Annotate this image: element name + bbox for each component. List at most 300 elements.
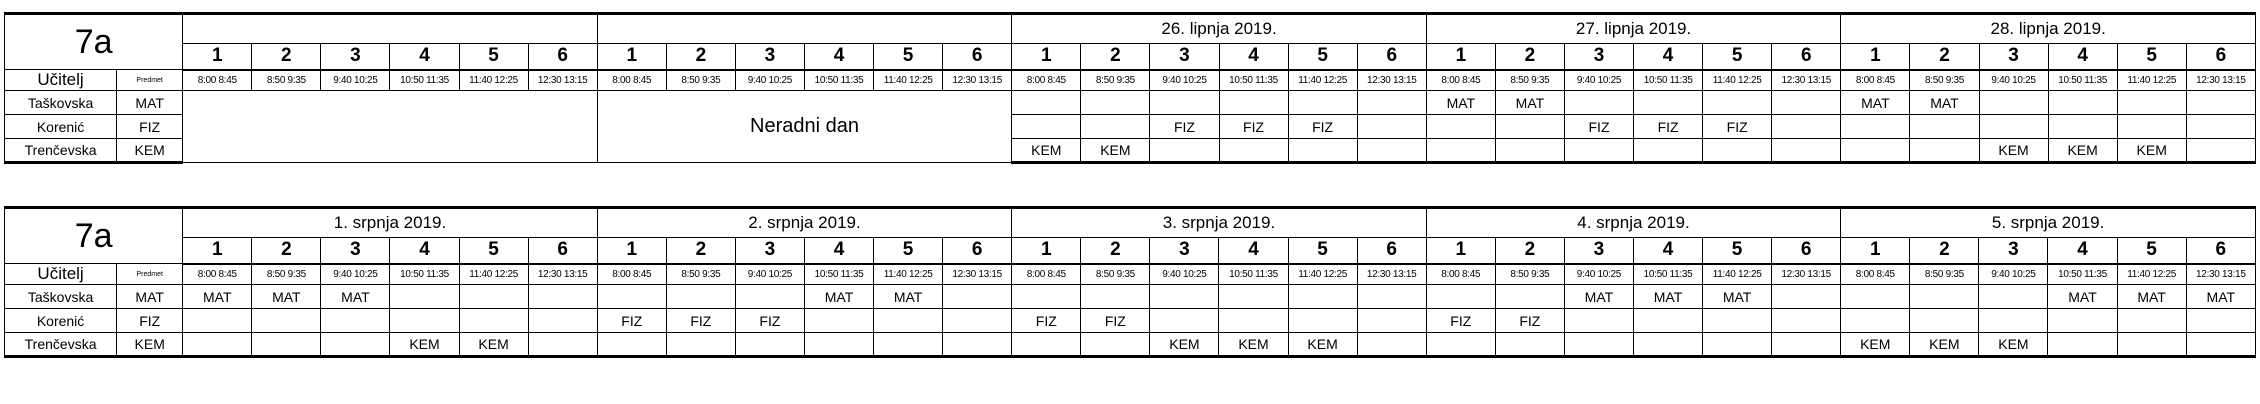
lesson-cell: MAT: [874, 285, 943, 309]
period-time: 8:50 9:35: [1910, 70, 1979, 91]
period-number: 3: [735, 44, 804, 70]
period-time: 8:00 8:45: [183, 70, 252, 91]
lesson-cell: [1426, 333, 1495, 357]
period-time: 10:50 11:35: [390, 70, 459, 91]
lesson-cell: KEM: [1979, 333, 2048, 357]
period-time: 11:40 12:25: [459, 70, 528, 91]
lesson-cell: [943, 333, 1012, 357]
period-number: 3: [321, 44, 390, 70]
lesson-cell: KEM: [1910, 333, 1979, 357]
period-number: 5: [2117, 238, 2186, 264]
lesson-cell: [1564, 309, 1633, 333]
lesson-cell: [1357, 309, 1426, 333]
teacher-name: Taškovska: [5, 285, 117, 309]
non-working-day-block: [183, 91, 598, 163]
period-time: 10:50 11:35: [1634, 70, 1703, 91]
lesson-cell: [1772, 115, 1841, 139]
lesson-cell: [597, 285, 666, 309]
lesson-cell: MAT: [804, 285, 873, 309]
lesson-cell: [804, 309, 873, 333]
period-time: 11:40 12:25: [2117, 70, 2186, 91]
period-time: 9:40 10:25: [735, 264, 804, 285]
period-time: 11:40 12:25: [1703, 70, 1772, 91]
period-time: 12:30 13:15: [1772, 70, 1841, 91]
lesson-cell: [1288, 139, 1357, 163]
period-number: 1: [183, 44, 252, 70]
lesson-cell: [1219, 91, 1288, 115]
period-number: 3: [1150, 238, 1219, 264]
period-number: 3: [1150, 44, 1219, 70]
teacher-column-header: Učitelj: [5, 70, 117, 91]
period-number: 1: [183, 238, 252, 264]
period-time: 9:40 10:25: [1564, 70, 1633, 91]
lesson-cell: [459, 285, 528, 309]
period-number: 2: [252, 238, 321, 264]
period-time: 11:40 12:25: [459, 264, 528, 285]
period-time: 11:40 12:25: [1703, 264, 1772, 285]
lesson-cell: [1150, 285, 1219, 309]
period-time: 8:50 9:35: [1495, 264, 1564, 285]
day-date-header: 3. srpnja 2019.: [1012, 208, 1427, 238]
lesson-cell: KEM: [2117, 139, 2186, 163]
period-number: 3: [1979, 238, 2048, 264]
lesson-cell: [1495, 115, 1564, 139]
period-number: 2: [1910, 44, 1979, 70]
lesson-cell: [2117, 309, 2186, 333]
lesson-cell: FIZ: [735, 309, 804, 333]
lesson-cell: [1703, 91, 1772, 115]
lesson-cell: [1288, 309, 1357, 333]
period-time: 8:00 8:45: [1012, 264, 1081, 285]
period-number: 2: [1495, 44, 1564, 70]
subject-column-header: Predmet: [117, 70, 183, 91]
lesson-cell: [1979, 285, 2048, 309]
lesson-cell: FIZ: [1288, 115, 1357, 139]
lesson-cell: [1426, 139, 1495, 163]
teacher-name: Trenčevska: [5, 139, 117, 163]
period-number: 2: [1081, 238, 1150, 264]
lesson-cell: FIZ: [597, 309, 666, 333]
lesson-cell: FIZ: [1634, 115, 1703, 139]
teacher-name: Korenić: [5, 309, 117, 333]
period-time: 11:40 12:25: [1288, 264, 1357, 285]
lesson-cell: [735, 333, 804, 357]
period-number: 1: [1426, 238, 1495, 264]
period-number: 4: [2048, 44, 2117, 70]
teacher-subject: KEM: [117, 139, 183, 163]
lesson-cell: [943, 285, 1012, 309]
lesson-cell: [1150, 139, 1219, 163]
lesson-cell: [1150, 309, 1219, 333]
lesson-cell: [2117, 115, 2186, 139]
lesson-cell: [2048, 333, 2117, 357]
teacher-row: [5, 285, 2256, 309]
lesson-cell: KEM: [1841, 333, 1910, 357]
lesson-cell: [874, 309, 943, 333]
period-time: 11:40 12:25: [874, 264, 943, 285]
lesson-cell: [2117, 91, 2186, 115]
period-number: 6: [1357, 238, 1426, 264]
lesson-cell: [1772, 91, 1841, 115]
lesson-cell: [1081, 91, 1150, 115]
lesson-cell: [1841, 115, 1910, 139]
lesson-cell: [1772, 139, 1841, 163]
lesson-cell: MAT: [252, 285, 321, 309]
lesson-cell: [528, 333, 597, 357]
lesson-cell: MAT: [1703, 285, 1772, 309]
lesson-cell: [1081, 115, 1150, 139]
teacher-name: Taškovska: [5, 91, 117, 115]
lesson-cell: [597, 333, 666, 357]
lesson-cell: KEM: [1979, 139, 2048, 163]
lesson-cell: [1633, 333, 1702, 357]
period-number: 6: [1357, 44, 1426, 70]
period-time: 11:40 12:25: [874, 70, 943, 91]
period-number: 4: [1219, 238, 1288, 264]
period-time: 8:50 9:35: [252, 264, 321, 285]
period-number: 6: [2186, 44, 2255, 70]
period-time: 9:40 10:25: [1150, 264, 1219, 285]
lesson-cell: [1910, 139, 1979, 163]
lesson-cell: MAT: [1633, 285, 1702, 309]
lesson-cell: FIZ: [666, 309, 735, 333]
period-time: 9:40 10:25: [321, 264, 390, 285]
period-number: 4: [2048, 238, 2117, 264]
period-number: 3: [735, 238, 804, 264]
period-time: 8:50 9:35: [1910, 264, 1979, 285]
lesson-cell: [1012, 333, 1081, 357]
lesson-cell: [1633, 309, 1702, 333]
period-number: 3: [321, 238, 390, 264]
lesson-cell: [1219, 139, 1288, 163]
lesson-cell: [1357, 139, 1426, 163]
period-number: 2: [1081, 44, 1150, 70]
period-time: 10:50 11:35: [1219, 264, 1288, 285]
teacher-subject: KEM: [117, 333, 183, 357]
lesson-cell: KEM: [1081, 139, 1150, 163]
lesson-cell: FIZ: [1012, 309, 1081, 333]
lesson-cell: [1426, 115, 1495, 139]
period-number: 4: [390, 44, 459, 70]
lesson-cell: MAT: [1426, 91, 1495, 115]
lesson-cell: [1772, 309, 1841, 333]
period-number: 4: [804, 238, 873, 264]
period-number: 1: [1012, 238, 1081, 264]
period-number: 4: [390, 238, 459, 264]
lesson-cell: [2186, 309, 2255, 333]
lesson-cell: FIZ: [1703, 115, 1772, 139]
lesson-cell: [2186, 91, 2255, 115]
period-time: 12:30 13:15: [1357, 264, 1426, 285]
period-time: 10:50 11:35: [804, 70, 873, 91]
lesson-cell: [1979, 115, 2048, 139]
lesson-cell: [1841, 139, 1910, 163]
period-time: 9:40 10:25: [1564, 264, 1633, 285]
lesson-cell: [321, 309, 390, 333]
teacher-row: [5, 309, 2256, 333]
period-time: 9:40 10:25: [735, 70, 804, 91]
lesson-cell: [1979, 309, 2048, 333]
period-time: 12:30 13:15: [2186, 70, 2255, 91]
lesson-cell: [1357, 285, 1426, 309]
lesson-cell: [1012, 285, 1081, 309]
period-time: 8:50 9:35: [252, 70, 321, 91]
lesson-cell: [528, 285, 597, 309]
lesson-cell: [1910, 115, 1979, 139]
period-time: 12:30 13:15: [1357, 70, 1426, 91]
lesson-cell: [1564, 139, 1633, 163]
period-number: 6: [943, 44, 1012, 70]
day-date-header: [597, 14, 1012, 44]
teacher-row: [5, 91, 2256, 115]
lesson-cell: [1703, 139, 1772, 163]
lesson-cell: [874, 333, 943, 357]
lesson-cell: FIZ: [1219, 115, 1288, 139]
class-label: 7a: [5, 14, 183, 70]
lesson-cell: MAT: [2048, 285, 2117, 309]
lesson-cell: [1288, 91, 1357, 115]
period-time: 12:30 13:15: [1772, 264, 1841, 285]
day-date-header: 28. lipnja 2019.: [1841, 14, 2256, 44]
lesson-cell: [1703, 309, 1772, 333]
period-number: 2: [666, 44, 735, 70]
period-number: 6: [1772, 238, 1841, 264]
period-number: 5: [874, 44, 943, 70]
lesson-cell: MAT: [1841, 91, 1910, 115]
lesson-cell: [1012, 115, 1081, 139]
period-time: 12:30 13:15: [528, 70, 597, 91]
period-time: 8:00 8:45: [183, 264, 252, 285]
lesson-cell: [2186, 115, 2255, 139]
lesson-cell: [1495, 139, 1564, 163]
lesson-cell: [459, 309, 528, 333]
lesson-cell: [2186, 333, 2255, 357]
period-time: 8:50 9:35: [666, 70, 735, 91]
period-time: 8:00 8:45: [1426, 70, 1495, 91]
period-time: 10:50 11:35: [2048, 70, 2117, 91]
period-time: 8:50 9:35: [1081, 264, 1150, 285]
period-time: 9:40 10:25: [321, 70, 390, 91]
lesson-cell: [252, 309, 321, 333]
lesson-cell: MAT: [321, 285, 390, 309]
lesson-cell: [1288, 285, 1357, 309]
lesson-cell: KEM: [390, 333, 459, 357]
period-number: 6: [528, 44, 597, 70]
period-time: 9:40 10:25: [1979, 264, 2048, 285]
lesson-cell: KEM: [2048, 139, 2117, 163]
schedule-table-week-1: [4, 12, 2256, 164]
period-time: 11:40 12:25: [2117, 264, 2186, 285]
lesson-cell: [183, 333, 252, 357]
lesson-cell: MAT: [1910, 91, 1979, 115]
class-label: 7a: [5, 208, 183, 264]
period-time: 10:50 11:35: [1633, 264, 1702, 285]
period-number: 4: [1219, 44, 1288, 70]
period-number: 1: [597, 238, 666, 264]
lesson-cell: [1495, 285, 1564, 309]
lesson-cell: MAT: [1495, 91, 1564, 115]
lesson-cell: [1426, 285, 1495, 309]
period-number: 1: [1426, 44, 1495, 70]
lesson-cell: [1081, 333, 1150, 357]
period-number: 4: [1634, 44, 1703, 70]
period-time: 10:50 11:35: [2048, 264, 2117, 285]
period-time: 8:00 8:45: [1841, 264, 1910, 285]
lesson-cell: [390, 285, 459, 309]
period-number: 4: [804, 44, 873, 70]
lesson-cell: [2048, 91, 2117, 115]
period-time: 12:30 13:15: [943, 70, 1012, 91]
lesson-cell: KEM: [459, 333, 528, 357]
lesson-cell: FIZ: [1426, 309, 1495, 333]
lesson-cell: FIZ: [1564, 115, 1633, 139]
lesson-cell: KEM: [1012, 139, 1081, 163]
lesson-cell: KEM: [1288, 333, 1357, 357]
lesson-cell: [1357, 91, 1426, 115]
lesson-cell: [804, 333, 873, 357]
lesson-cell: [1495, 333, 1564, 357]
period-time: 9:40 10:25: [1150, 70, 1219, 91]
lesson-cell: [252, 333, 321, 357]
lesson-cell: [321, 333, 390, 357]
lesson-cell: [390, 309, 459, 333]
lesson-cell: [1012, 91, 1081, 115]
lesson-cell: MAT: [2186, 285, 2255, 309]
day-date-header: 4. srpnja 2019.: [1426, 208, 1841, 238]
lesson-cell: [943, 309, 1012, 333]
period-number: 2: [1495, 238, 1564, 264]
period-number: 1: [1841, 44, 1910, 70]
lesson-cell: MAT: [183, 285, 252, 309]
lesson-cell: [1564, 333, 1633, 357]
period-number: 6: [943, 238, 1012, 264]
lesson-cell: [1979, 91, 2048, 115]
lesson-cell: [666, 333, 735, 357]
period-time: 10:50 11:35: [804, 264, 873, 285]
period-time: 8:50 9:35: [1081, 70, 1150, 91]
period-number: 1: [1012, 44, 1081, 70]
period-time: 11:40 12:25: [1288, 70, 1357, 91]
teacher-name: Trenčevska: [5, 333, 117, 357]
lesson-cell: FIZ: [1150, 115, 1219, 139]
lesson-cell: [2048, 115, 2117, 139]
teacher-subject: MAT: [117, 91, 183, 115]
lesson-cell: [1703, 333, 1772, 357]
teacher-row: [5, 333, 2256, 357]
period-time: 12:30 13:15: [2186, 264, 2255, 285]
period-number: 5: [874, 238, 943, 264]
lesson-cell: [1081, 285, 1150, 309]
non-working-day-block: Neradni dan: [597, 91, 1012, 163]
day-date-header: [183, 14, 598, 44]
lesson-cell: [2117, 333, 2186, 357]
period-number: 5: [1288, 44, 1357, 70]
period-number: 3: [1564, 44, 1633, 70]
period-number: 1: [597, 44, 666, 70]
lesson-cell: [2186, 139, 2255, 163]
lesson-cell: MAT: [2117, 285, 2186, 309]
day-date-header: 26. lipnja 2019.: [1012, 14, 1427, 44]
lesson-cell: [1910, 285, 1979, 309]
lesson-cell: FIZ: [1081, 309, 1150, 333]
lesson-cell: [1772, 285, 1841, 309]
day-date-header: 2. srpnja 2019.: [597, 208, 1012, 238]
teacher-subject: FIZ: [117, 309, 183, 333]
day-date-header: 1. srpnja 2019.: [183, 208, 598, 238]
period-number: 5: [1288, 238, 1357, 264]
period-number: 3: [1564, 238, 1633, 264]
lesson-cell: KEM: [1150, 333, 1219, 357]
period-number: 6: [1772, 44, 1841, 70]
period-time: 10:50 11:35: [390, 264, 459, 285]
lesson-cell: KEM: [1219, 333, 1288, 357]
period-number: 2: [666, 238, 735, 264]
day-date-header: 5. srpnja 2019.: [1841, 208, 2256, 238]
lesson-cell: [2048, 309, 2117, 333]
lesson-cell: FIZ: [1495, 309, 1564, 333]
lesson-cell: [1772, 333, 1841, 357]
period-number: 5: [459, 238, 528, 264]
teacher-name: Korenić: [5, 115, 117, 139]
period-time: 8:00 8:45: [1841, 70, 1910, 91]
lesson-cell: [1841, 285, 1910, 309]
period-time: 12:30 13:15: [528, 264, 597, 285]
period-time: 9:40 10:25: [1979, 70, 2048, 91]
period-number: 5: [459, 44, 528, 70]
lesson-cell: [1564, 91, 1633, 115]
period-number: 5: [1703, 238, 1772, 264]
period-number: 1: [1841, 238, 1910, 264]
lesson-cell: [1357, 115, 1426, 139]
lesson-cell: [183, 309, 252, 333]
day-date-header: 27. lipnja 2019.: [1426, 14, 1841, 44]
period-number: 6: [528, 238, 597, 264]
schedule-table-week-2: [4, 206, 2256, 358]
period-time: 12:30 13:15: [943, 264, 1012, 285]
lesson-cell: [1634, 91, 1703, 115]
period-time: 8:00 8:45: [597, 264, 666, 285]
lesson-cell: [1150, 91, 1219, 115]
period-time: 8:00 8:45: [1012, 70, 1081, 91]
period-number: 6: [2186, 238, 2255, 264]
lesson-cell: [1841, 309, 1910, 333]
lesson-cell: [1634, 139, 1703, 163]
period-time: 8:00 8:45: [597, 70, 666, 91]
lesson-cell: [666, 285, 735, 309]
lesson-cell: [1219, 285, 1288, 309]
lesson-cell: [735, 285, 804, 309]
lesson-cell: [528, 309, 597, 333]
lesson-cell: [1357, 333, 1426, 357]
lesson-cell: [1910, 309, 1979, 333]
period-number: 2: [252, 44, 321, 70]
period-time: 8:00 8:45: [1426, 264, 1495, 285]
lesson-cell: MAT: [1564, 285, 1633, 309]
period-time: 8:50 9:35: [1495, 70, 1564, 91]
period-number: 3: [1979, 44, 2048, 70]
subject-column-header: Predmet: [117, 264, 183, 285]
teacher-subject: MAT: [117, 285, 183, 309]
lesson-cell: [1219, 309, 1288, 333]
period-number: 2: [1910, 238, 1979, 264]
period-time: 10:50 11:35: [1219, 70, 1288, 91]
teacher-column-header: Učitelj: [5, 264, 117, 285]
teacher-subject: FIZ: [117, 115, 183, 139]
period-number: 4: [1633, 238, 1702, 264]
period-number: 5: [2117, 44, 2186, 70]
period-time: 8:50 9:35: [666, 264, 735, 285]
period-number: 5: [1703, 44, 1772, 70]
